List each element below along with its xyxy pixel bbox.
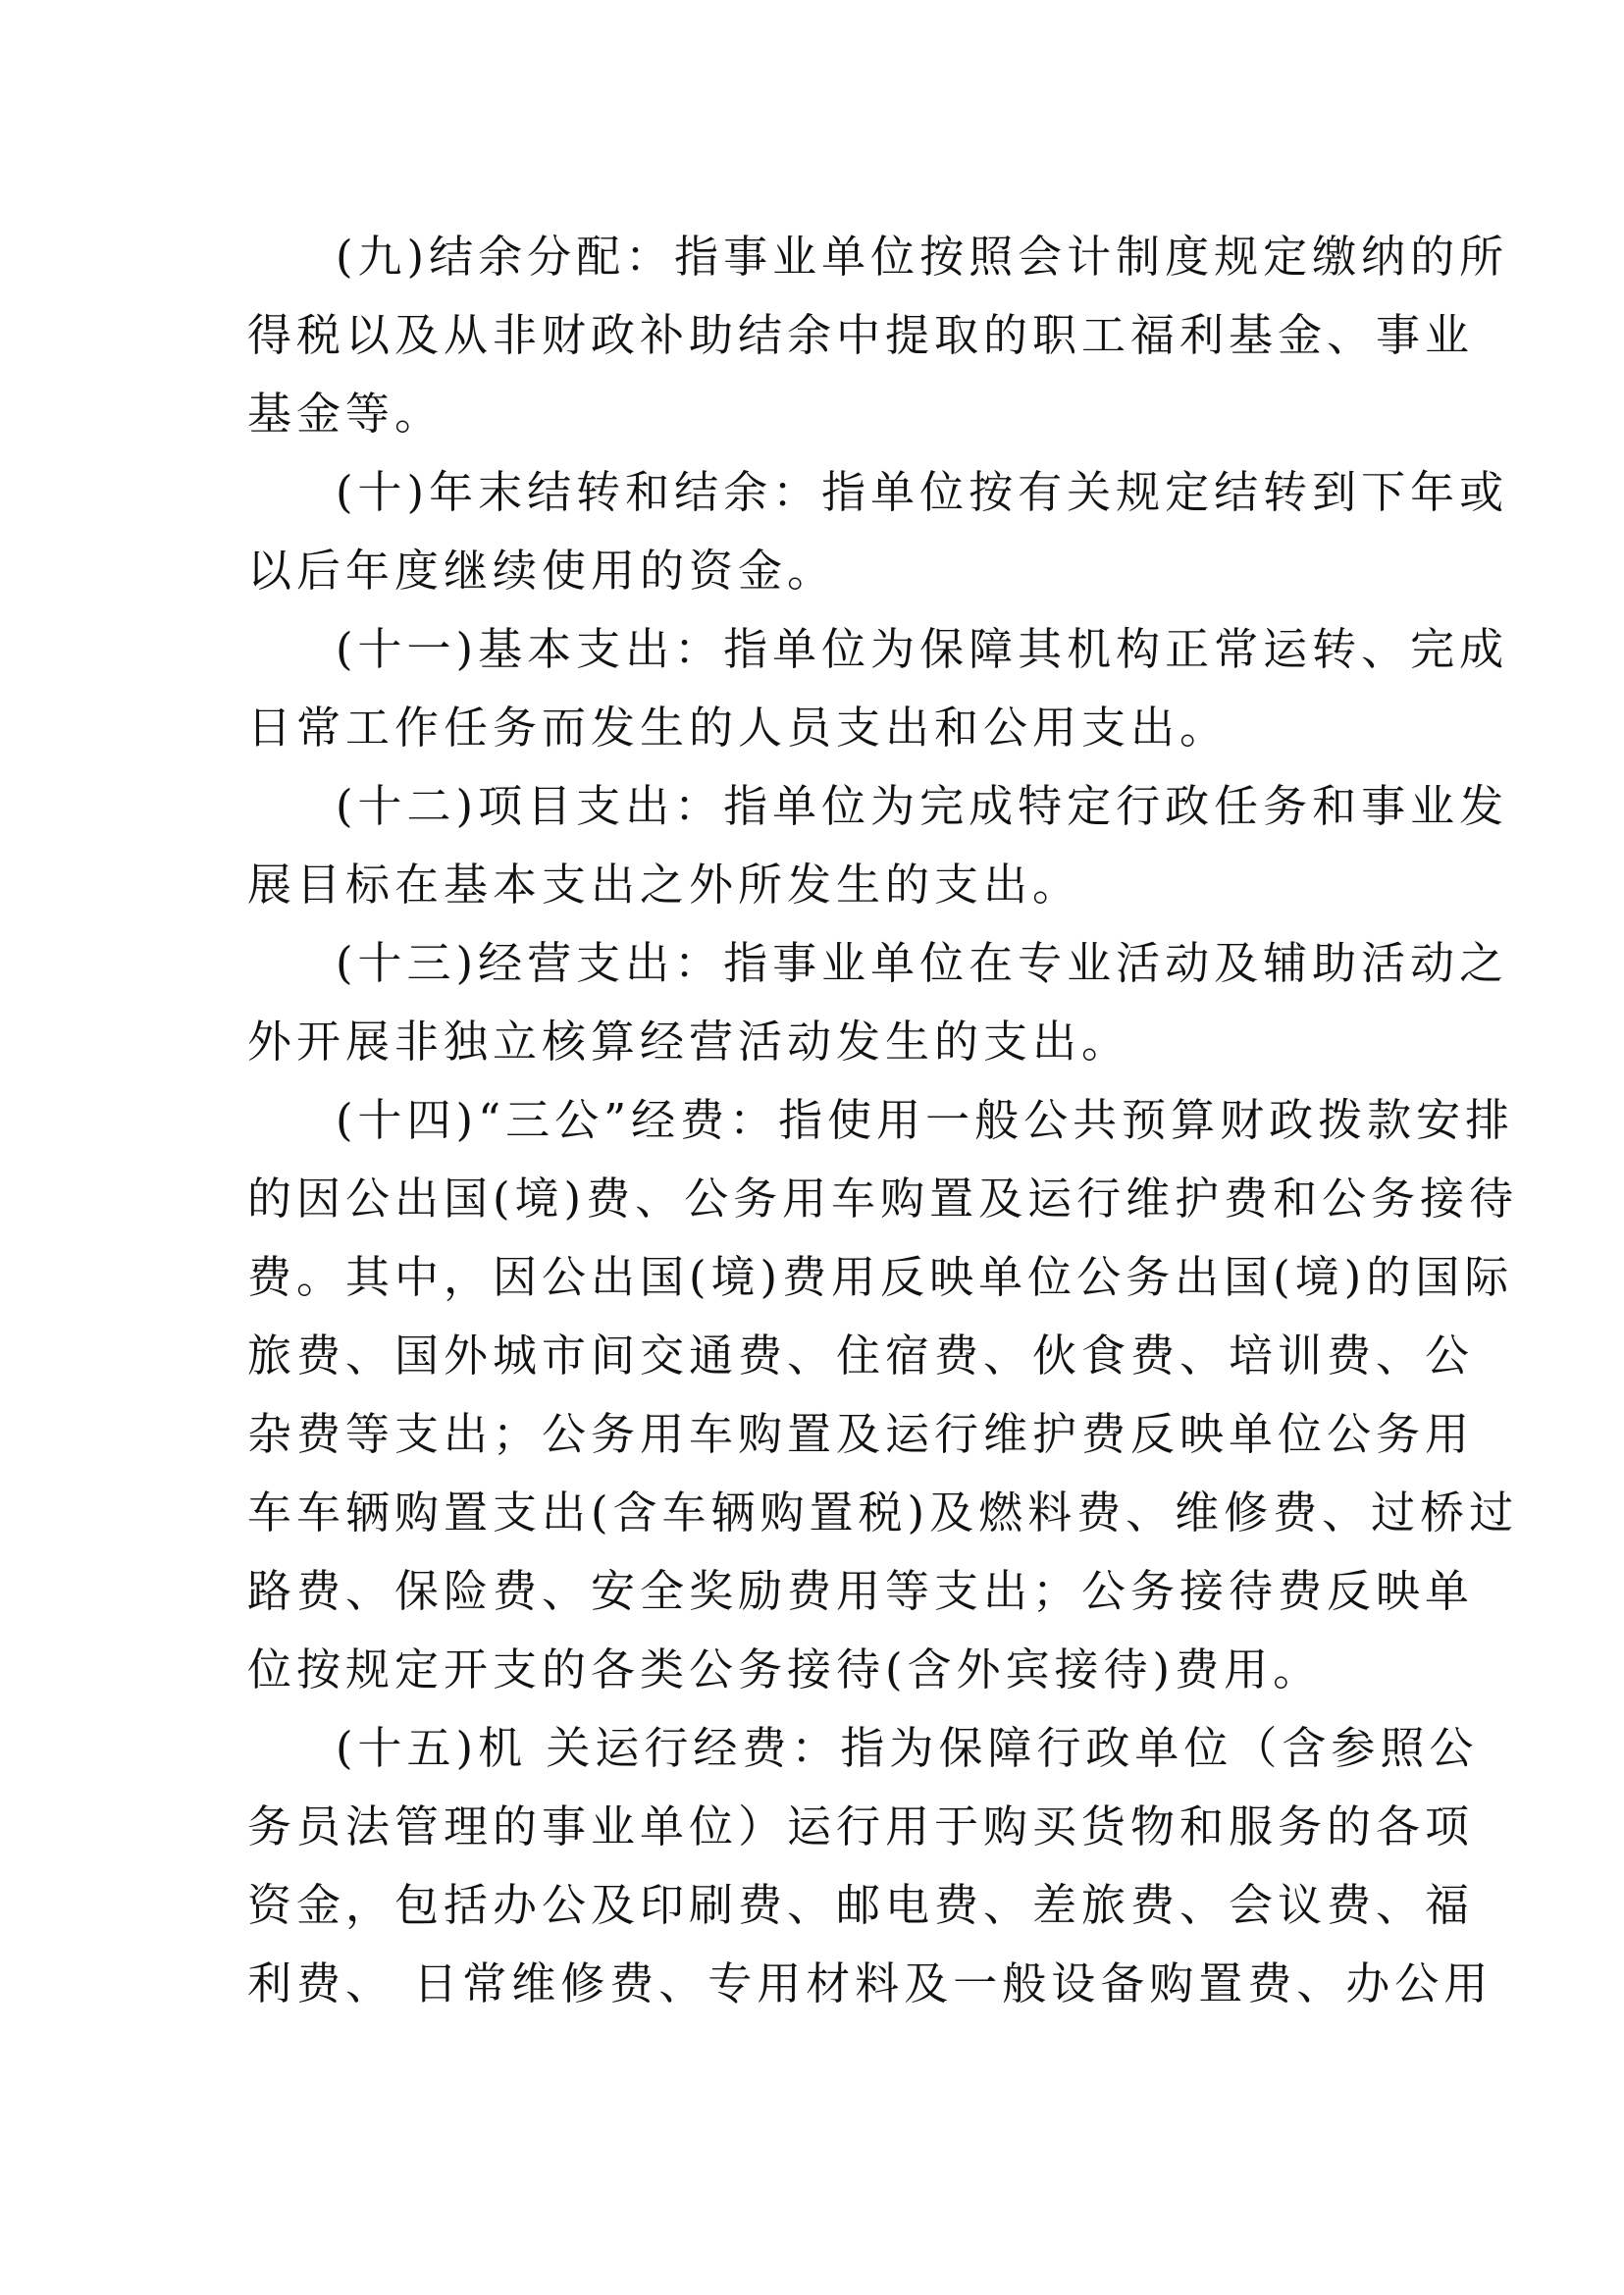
text-line: (九)结余分配：指事业单位按照会计制度规定缴纳的所 [336,231,1509,283]
text-line: 基金等。 [247,388,445,440]
text-line: 杂费等支出；公务用车购置及运行维护费反映单位公务用 [247,1408,1475,1460]
text-line: 外开展非独立核算经营活动发生的支出。 [247,1016,1131,1068]
text-line: 日常工作任务而发生的人员支出和公用支出。 [247,702,1230,754]
text-line: (十四)“三公”经费：指使用一般公共预算财政拨款安排 [336,1094,1515,1146]
text-line: 旅费、国外城市间交通费、住宿费、伙食费、培训费、公 [247,1330,1475,1382]
text-line: 展目标在基本支出之外所发生的支出。 [247,859,1082,911]
text-line: 资金，包括办公及印刷费、邮电费、差旅费、会议费、福 [247,1879,1475,1931]
text-line: 以后年度继续使用的资金。 [247,545,837,597]
text-line: 路费、保险费、安全奖励费用等支出；公务接待费反映单 [247,1565,1475,1617]
text-line: 的因公出国(境)费、公务用车购置及运行维护费和公务接待 [247,1173,1519,1225]
text-line: (十二)项目支出：指单位为完成特定行政任务和事业发 [336,780,1509,832]
text-line: (十一)基本支出：指单位为保障其机构正常运转、完成 [336,623,1509,675]
document-body [247,218,1519,2023]
text-line: 车车辆购置支出(含车辆购置税)及燃料费、维修费、过桥过 [247,1487,1519,1539]
text-line: 利费、 日常维修费、专用材料及一般设备购置费、办公用 [247,1957,1493,2009]
text-line: 费。其中，因公出国(境)费用反映单位公务出国(境)的国际 [247,1251,1514,1303]
text-line: (十五)机 关运行经费：指为保障行政单位（含参照公 [336,1722,1479,1774]
text-line: 得税以及从非财政补助结余中提取的职工福利基金、事业 [247,309,1475,361]
text-line: (十)年末结转和结余：指单位按有关规定结转到下年或 [336,466,1509,518]
text-line: 务员法管理的事业单位）运行用于购买货物和服务的各项 [247,1800,1475,1852]
text-line: (十三)经营支出：指事业单位在专业活动及辅助活动之 [336,937,1509,989]
text-line: 位按规定开支的各类公务接待(含外宾接待)费用。 [247,1643,1323,1695]
